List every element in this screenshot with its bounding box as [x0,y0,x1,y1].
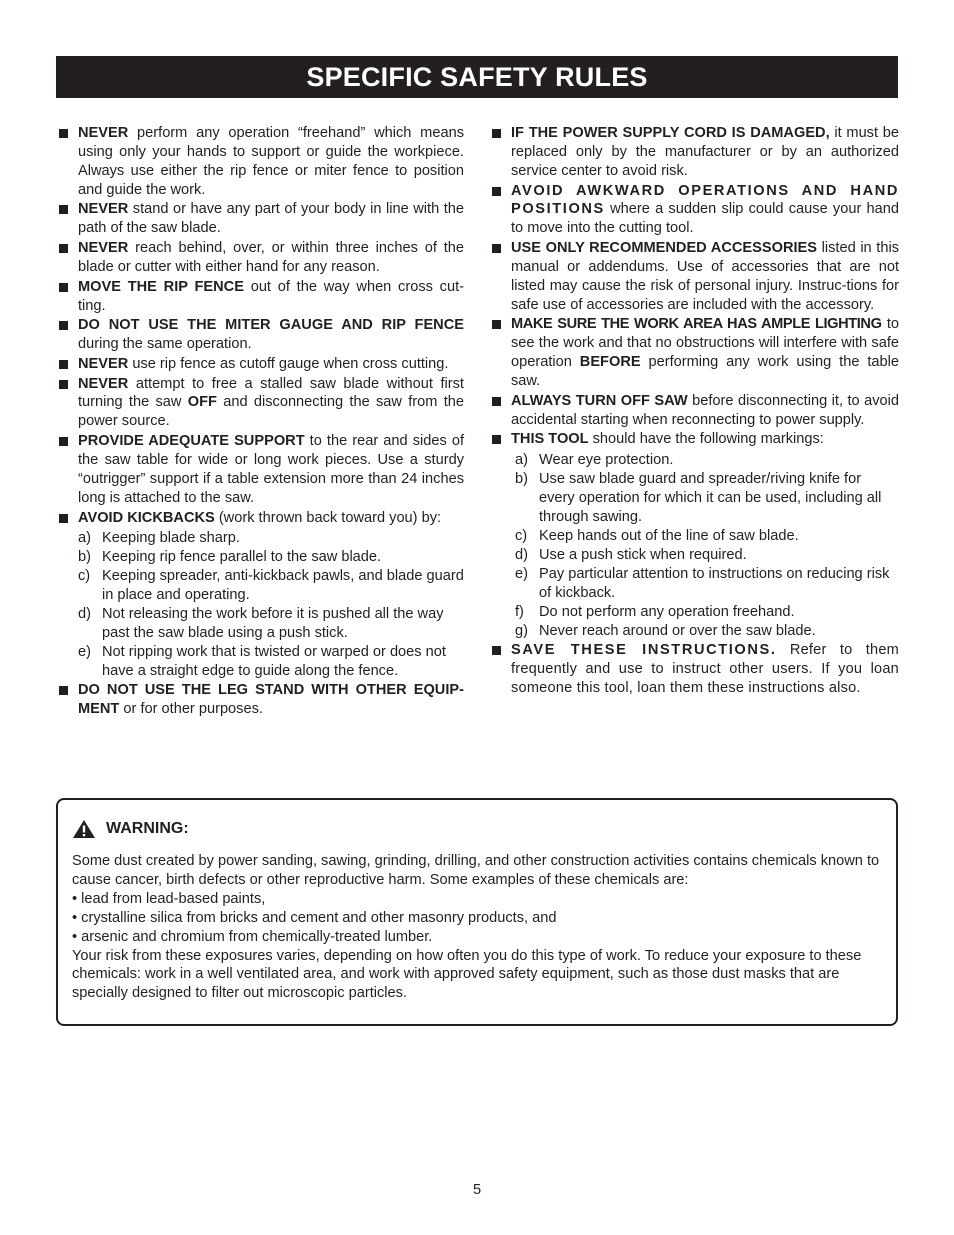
square-bullet-icon [492,320,501,329]
square-bullet-icon [492,397,501,406]
safety-rule [58,355,464,374]
square-bullet-icon [59,321,68,330]
warning-triangle-icon [72,819,96,839]
rule-text: to see the work and that no obstructions will interfere with safe operation [511,316,899,371]
rule-keyword: IF THE POWER SUPPLY CORD IS DAMAGED, [511,125,830,141]
list-item: a) Wear eye protection. [515,452,674,469]
rule-text: attempt to free a stalled saw blade without first turning the saw [78,375,464,411]
safety-rule [58,124,464,200]
rule-text: and disconnecting the saw from the power source. [78,394,464,430]
warning-heading-text: WARNING: [106,820,189,837]
rule-keyword: NEVER [78,125,129,141]
list-item: g) Never reach around or over the saw blade. [515,622,816,639]
left-column [58,124,464,720]
warning-body [72,852,886,1003]
rule-keyword: NEVER [78,375,129,392]
rule-keyword: SAVE THESE INSTRUCTIONS. [511,642,777,659]
rule-text: reach behind, over, or within three inches of the blade or cutter with either hand for any reason. [78,240,464,275]
rule-keyword: PROVIDE ADEQUATE SUPPORT [78,433,305,450]
safety-rule [58,681,464,719]
square-bullet-icon [492,187,501,196]
rule-keyword: AVOID KICKBACKS [78,509,215,526]
square-bullet-icon [59,686,68,695]
page-title: SPECIFIC SAFETY RULES [306,62,648,92]
square-bullet-icon [59,360,68,369]
list-item: f) Do not perform any operation freehand. [515,603,795,620]
list-item: e) Pay particular attention to instructions on reducing risk of kickback. [515,565,890,601]
rule-text: listed in this manual or addendums. Use of accessories that are not listed may cause the risk of personal injury. Instruc-tions for safe use of accessories are included with the accessory. [511,240,899,313]
rule-text: during the same operation. [78,336,252,353]
rule-keyword: THIS TOOL [511,431,589,448]
square-bullet-icon [59,129,68,138]
rule-text: Refer to them frequently and use to instruct other users. If you loan someone this tool, loan them these instructions also. [511,642,899,697]
rule-keyword: NEVER [78,240,129,257]
list-item: c) Keep hands out of the line of saw blade. [515,528,799,545]
square-bullet-icon [59,437,68,446]
rule-text: should have the following markings: [588,431,824,448]
square-bullet-icon [59,205,68,214]
safety-rule [58,375,464,432]
safety-rule [491,430,899,640]
safety-rule [58,509,464,681]
safety-rule [58,200,464,238]
rule-text: perform any operation “freehand” which means using only your hands to support or guide the workpiece. Always use either the rip fence or miter fence to position and guide the work. [78,125,464,198]
list-item: b) Use saw blade guard and spreader/riving knife for every operation for which it can be used, including all through sawing. [515,471,882,526]
rule-text: (work thrown back toward you) by: [214,509,442,526]
page-number: 5 [472,1182,482,1198]
warning-intro: Some dust created by power sanding, sawing, grinding, drilling, and other construction activities contains chemicals known to cause cancer, birth defects or other reproductive harm. Some examples of these chemicals are: [72,853,880,888]
safety-rule [491,315,899,391]
rule-text: stand or have any part of your body in line with the path of the saw blade. [78,201,464,237]
title-bar [56,56,898,98]
square-bullet-icon [492,646,501,655]
list-item: b) Keeping rip fence parallel to the saw blade. [78,549,382,566]
rule-text: or for other purposes. [119,701,263,718]
safety-rule [491,239,899,315]
list-item: e) Not ripping work that is twisted or warped or does not have a straight edge to guide along the fence. [78,643,446,679]
rule-keyword: USE ONLY RECOMMENDED ACCESSORIES [511,240,818,257]
rule-text: where a sudden slip could cause your hand to move into the cutting tool. [511,201,899,237]
rule-text: out of the way when cross cut-ting. [78,278,464,314]
rule-keyword: DO NOT USE THE MITER GAUGE AND RIP FENCE [78,317,464,334]
list-item: d) Use a push stick when required. [515,546,747,563]
safety-rule [58,239,464,277]
safety-rule [58,432,464,508]
kickback-sublist [78,529,464,680]
square-bullet-icon [59,283,68,292]
safety-rule [491,182,899,239]
warning-bullet: • arsenic and chromium from chemically-treated lumber. [72,928,433,945]
rule-text: use rip fence as cutoff gauge when cross cutting. [128,355,449,372]
list-item: a) Keeping blade sharp. [78,530,240,547]
square-bullet-icon [59,514,68,523]
square-bullet-icon [492,129,501,138]
square-bullet-icon [492,244,501,253]
markings-sublist [491,451,899,640]
warning-bullet: • lead from lead-based paints, [72,890,266,907]
warning-box [56,798,898,1026]
rule-text: to the rear and sides of the saw table for wide or long work pieces. Use a sturdy “outrigger” support if a table extension more than 24 inches long is attached to the saw. [78,433,464,506]
warning-bullet: • crystalline silica from bricks and cement and other masonry products, and [72,909,557,926]
rule-text: before disconnecting it, to avoid accidental starting when reconnecting to power supply. [511,392,899,428]
safety-rule [491,392,899,430]
rule-keyword: MAKE SURE THE WORK AREA HAS AMPLE LIGHTING [511,316,882,333]
square-bullet-icon [492,435,501,444]
safety-rule [58,278,464,316]
safety-rule [491,124,899,181]
warning-heading [72,818,189,840]
rule-text: performing any work using the table saw. [511,354,899,390]
rule-text: it must be replaced only by the manufacturer or by an authorized service center to avoid risk. [511,125,899,179]
square-bullet-icon [59,244,68,253]
safety-rule [491,641,899,698]
right-column [491,124,899,699]
warning-outro: Your risk from these exposures varies, depending on how often you do this type of work. To reduce your exposure to these chemicals: work in a well ventilated area, and work with approved safety equipment, such as those dust masks that are specially designed to filter out microscopic particles. [72,947,862,1002]
rule-keyword: NEVER [78,201,129,218]
list-item: c) Keeping spreader, anti-kickback pawls, and blade guard in place and operating. [78,568,464,604]
rule-keyword: ALWAYS TURN OFF SAW [511,392,688,409]
square-bullet-icon [59,380,68,389]
rule-keyword: MOVE THE RIP FENCE [78,278,244,295]
rule-keyword: NEVER [78,355,129,372]
rule-keyword: DO NOT USE THE LEG STAND WITH OTHER EQUIP-MENT [78,682,464,718]
rule-keyword: AVOID AWKWARD OPERATIONS AND HAND POSITIONS [511,182,899,218]
rule-keyword: BEFORE [579,354,641,371]
list-item: d) Not releasing the work before it is pushed all the way past the saw blade using a push stick. [78,606,444,641]
safety-rule [58,316,464,354]
rule-keyword: OFF [187,394,217,411]
